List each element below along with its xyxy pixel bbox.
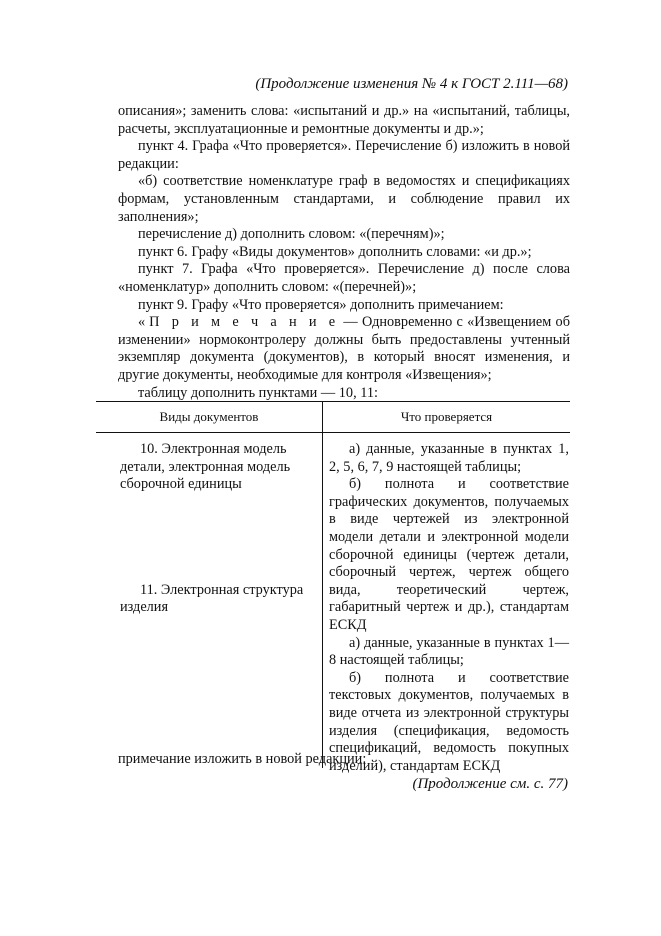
header-doc-types: Виды документов [159,409,259,425]
paragraph: описания»; заменить слова: «испытаний и др.» на «испытаний, таблицы, расчеты, эксплуатационные и ремонтные документы и др.»; [118,103,570,137]
paragraph: пункт 4. Графа «Что проверяется». Перечисление б) изложить в новой редакции: [118,138,570,172]
table-cell-check: б) полнота и соответствие графических документов, получаемых в виде чертежей из электронной модели детали и электронной модели сборочной единицы (чертеж детали, сборочный чертеж, чертеж общего вида, теоретический чертеж, габаритный чертеж и др.), стандартам ЕСКД [329,476,569,633]
footer-text: примечание изложить в новой редакции: [118,751,367,767]
table-cell-check: б) полнота и соответствие текстовых документов, получаемых в виде отчета из электронной структуры изделия (спецификация, ведомость спецификаций, ведомость покупных изделий), стандартам ЕСКД [329,669,569,774]
note-paragraph [118,314,570,384]
doc-types-column [96,433,322,768]
table-cell-check: а) данные, указанные в пунктах 1, 2, 5, 6, 7, 9 настоящей таблицы; [329,441,569,475]
note-label: «П р и м е ч а н и е [138,314,340,331]
paragraph: пункт 6. Графу «Виды документов» дополнить словами: «и др.»; [138,243,532,260]
table-cell-doc: 11. Электронная структура изделия [120,581,304,616]
what-checked-column [322,433,569,774]
paragraph: пункт 7. Графа «Что проверяется». Перечисление д) после слова «номенклатур» дополнить словом: «(перечней)»; [118,261,570,295]
table-intro: таблицу дополнить пунктами — 10, 11: [138,384,378,401]
table-header-row [96,402,570,432]
table-cell-doc: 10. Электронная модель детали, электронная модель сборочной единицы [120,441,291,493]
paragraph: перечисление д) дополнить словом: «(перечням)»; [138,226,445,243]
continuation-note: (Продолжение см. с. 77) [412,776,568,792]
table-cell-check: а) данные, указанные в пунктах 1—8 настоящей таблицы; [329,634,569,669]
header-what-checked: Что проверяется [322,402,570,432]
paragraph: «б) соответствие номенклатуре граф в ведомостях и спецификациях формам, установленным стандартами, и соблюдение правил их заполнения»; [118,173,570,225]
note-text: — Одновременно с «Извещением об изменении» нормоконтролеру должны быть предоставлены учтенный экземпляр документа (документов), в который вносят изменения, и другие документы, необходимые для контроля «Извещения»; [118,314,570,383]
body-text [118,103,570,402]
page-header: (Продолжение изменения № 4 к ГОСТ 2.111—68) [255,76,568,92]
paragraph: пункт 9. Графу «Что проверяется» дополнить примечанием: [138,296,504,313]
checks-table [96,401,570,774]
table-body [96,433,570,774]
